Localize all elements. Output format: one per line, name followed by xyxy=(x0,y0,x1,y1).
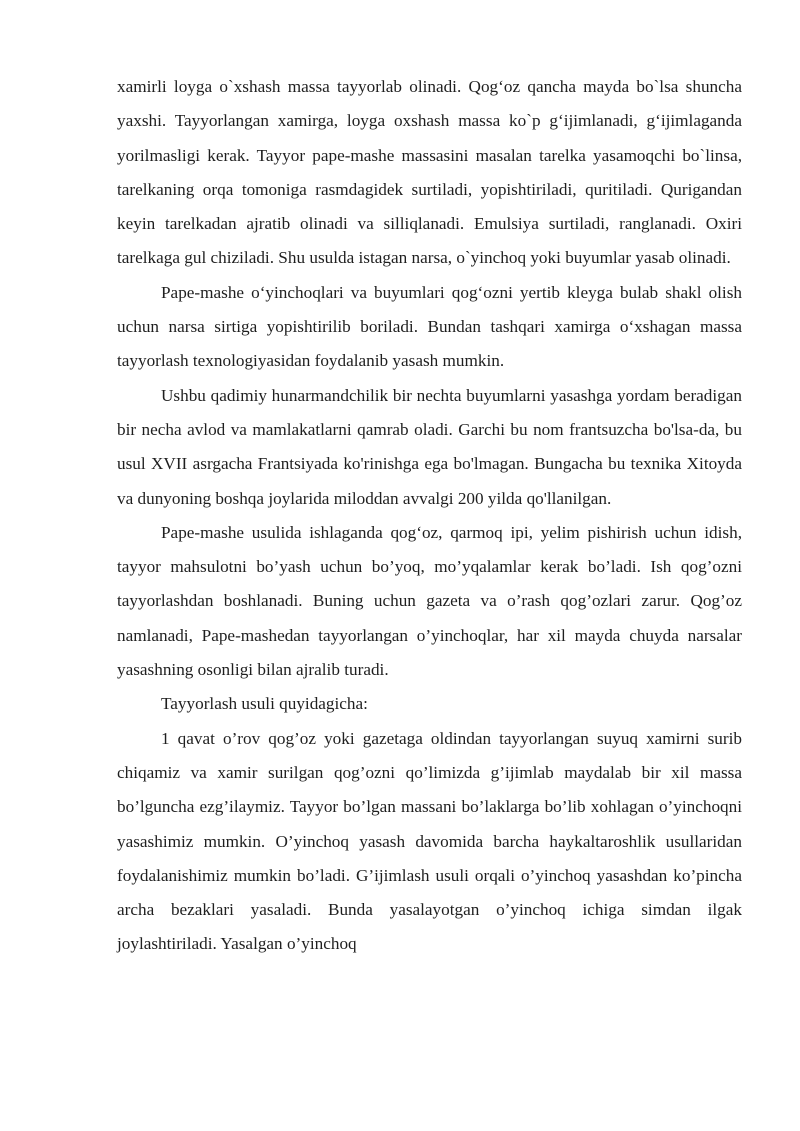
paragraph-1: xamirli loyga o`xshash massa tayyorlab olinadi. Qog‘oz qancha mayda bo`lsa shuncha yaxshi. Tayyorlangan xamirga, loyga oxshash massa ko`p g‘ijimlanadi, g‘ijimlaganda yorilmasligi kerak. Tayyor pape-mashe massasini masalan tarelka yasamoqchi bo`linsa, tarelkaning orqa tomoniga rasmdagidek surtiladi, yopishtiriladi, quritiladi. Qurigandan keyin tarelkadan ajratib olinadi va silliqlanadi. Emulsiya surtiladi, ranglanadi. Oxiri tarelkaga gul chiziladi. Shu usulda istagan narsa, o`yinchoq yoki buyumlar yasab olinadi. xyxy=(117,77,742,268)
body-text xyxy=(117,70,742,962)
paragraph-4: Pape-mashe usulida ishlaganda qog‘oz, qarmoq ipi, yelim pishirish uchun idish, tayyor mahsulotni bo’yash uchun bo’yoq, mo’yqalamlar kerak bo’ladi. Ish qog’ozni tayyorlashdan boshlanadi. Buning uchun gazeta va o’rash qog’ozlari zarur. Qog’oz namlanadi, Pape-mashedan tayyorlangan o’yinchoqlar, har xil mayda chuyda narsalar yasashning osonligi bilan ajralib turadi. xyxy=(117,522,742,680)
paragraph-6: 1 qavat o’rov qog’oz yoki gazetaga oldindan tayyorlangan suyuq xamirni surib chiqamiz va xamir surilgan qog’ozni qo’limizda g’ijimlab maydalab bir xil massa bo’lguncha ezg’ilaymiz. Tayyor bo’lgan massani bo’laklarga bo’lib xohlagan o’yinchoqni yasashimiz mumkin. O’yinchoq yasash davomida barcha haykaltaroshlik usullaridan foydalanishimiz mumkin bo’ladi. G’ijimlash usuli orqali o’yinchoq yasashdan ko’pincha archa bezaklari yasaladi. Bunda yasalayotgan o’yinchoq ichiga simdan ilgak joylashtiriladi. Yasalgan o’yinchoq xyxy=(117,728,742,954)
paragraph-5: Tayyorlash usuli quyidagicha: xyxy=(161,694,368,714)
paragraph-3: Ushbu qadimiy hunarmandchilik bir nechta buyumlarni yasashga yordam beradigan bir necha avlod va mamlakatlarni qamrab oladi. Garchi bu nom frantsuzcha bo'lsa-da, bu usul XVII asrgacha Frantsiyada ko'rinishga ega bo'lmagan. Bungacha bu texnika Xitoyda va dunyoning boshqa joylarida miloddan avvalgi 200 yilda qo'llanilgan. xyxy=(117,385,742,508)
paragraph-2: Pape-mashe o‘yinchoqlari va buyumlari qog‘ozni yertib kleyga bulab shakl olish uchun narsa sirtiga yopishtirilib boriladi. Bundan tashqari xamirga o‘xshagan massa tayyorlash texnologiyasidan foydalanib yasash mumkin. xyxy=(117,282,742,371)
